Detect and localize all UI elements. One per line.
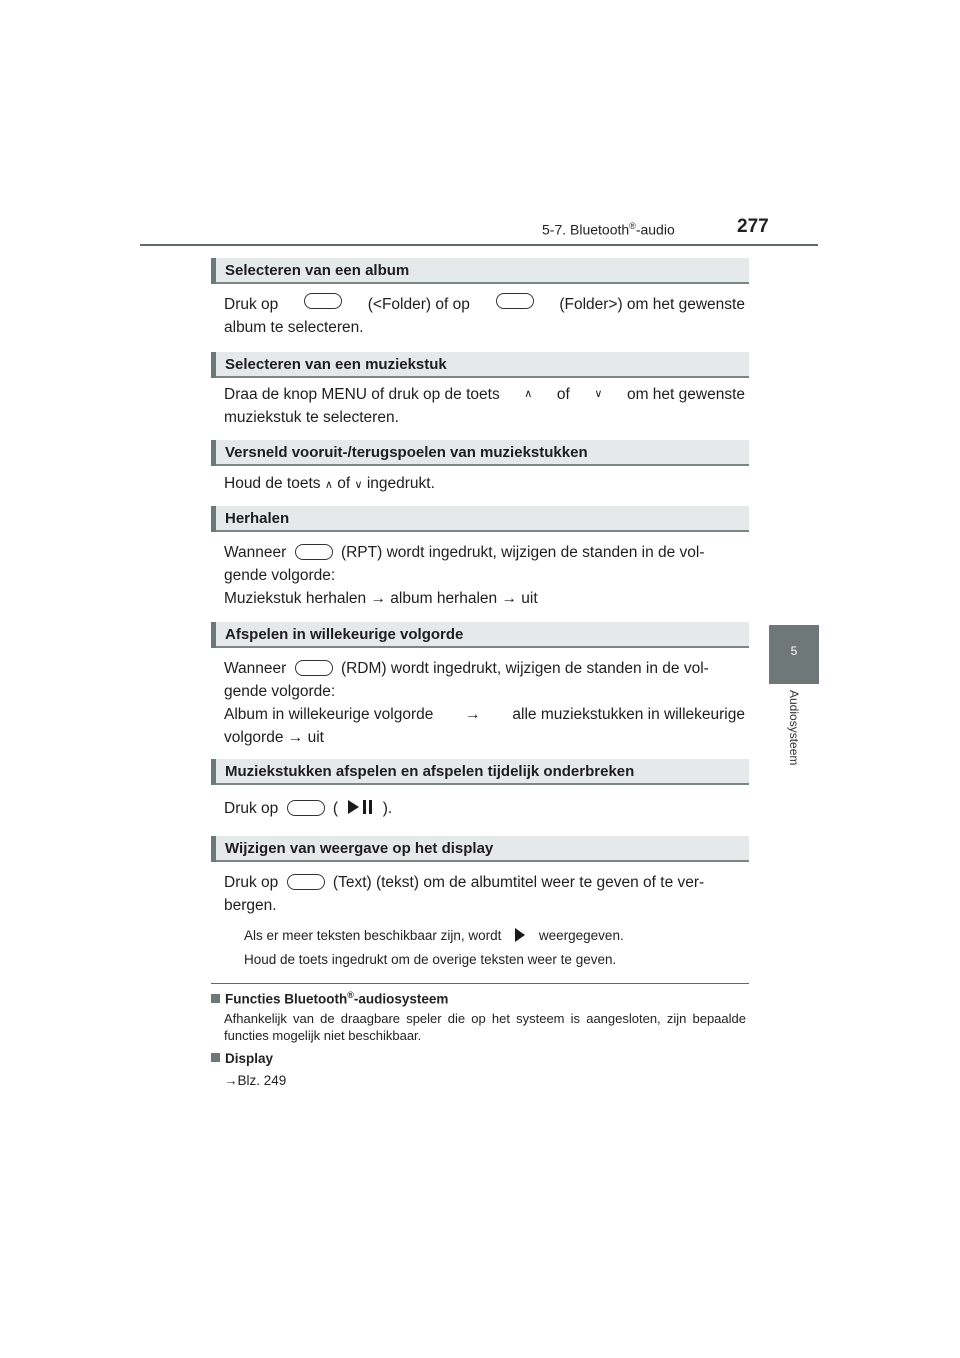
arrow-icon: → bbox=[224, 1073, 238, 1088]
more-text-indicator-icon bbox=[511, 927, 529, 943]
play-pause-button-icon bbox=[287, 800, 325, 816]
arrow-icon: → bbox=[465, 706, 481, 723]
square-bullet-icon bbox=[211, 994, 220, 1003]
arrow-icon: → bbox=[287, 729, 304, 746]
track-text: Draa de knop MENU of druk op de toets ∧ of ∨ om het gewenste muziekstuk te selecteren. bbox=[224, 383, 745, 429]
random-text: Wanneer (RDM) wordt ingedrukt, wijzigen de standen in de vol- gende volgorde: Album in willekeurige volgorde → alle muziekstukken in willekeurige volgorde → uit bbox=[224, 660, 745, 746]
up-arrow-icon: ∧ bbox=[524, 388, 533, 400]
note-display-ref[interactable]: →Blz. 249 bbox=[224, 1073, 287, 1088]
chapter-tab[interactable]: 5 bbox=[769, 625, 819, 684]
seek-text: Houd de toets ∧ of ∨ ingedrukt. bbox=[224, 475, 435, 492]
rpt-button-icon bbox=[295, 544, 333, 560]
heading-random: Afspelen in willekeurige volgorde bbox=[211, 622, 749, 648]
square-bullet-icon bbox=[211, 1053, 220, 1062]
rdm-button-icon bbox=[295, 660, 333, 676]
down-arrow-icon: ∨ bbox=[354, 479, 363, 491]
up-arrow-icon: ∧ bbox=[324, 479, 333, 491]
heading-repeat: Herhalen bbox=[211, 506, 749, 532]
folder-next-button-icon bbox=[496, 293, 534, 309]
down-arrow-icon: ∨ bbox=[594, 388, 603, 400]
heading-display: Wijzigen van weergave op het display bbox=[211, 836, 749, 862]
header-rule bbox=[140, 244, 818, 246]
note-functions-body: Afhankelijk van de draagbare speler die op het systeem is aangesloten, zijn bepaalde functies mogelijk niet beschikbaar. bbox=[224, 1011, 746, 1043]
play-pause-icon bbox=[346, 799, 374, 815]
folder-prev-button-icon bbox=[304, 293, 342, 309]
repeat-text: Wanneer (RPT) wordt ingedrukt, wijzigen de standen in de vol- gende volgorde: Muziekstuk herhalen → album herhalen → uit bbox=[224, 544, 705, 607]
note-functions-title: Functies Bluetooth®-audiosysteem bbox=[211, 990, 448, 1007]
play-text: Druk op ( ). bbox=[224, 800, 393, 817]
arrow-icon: → bbox=[501, 590, 517, 607]
section-label: 5-7. Bluetooth®-audio bbox=[542, 221, 675, 238]
arrow-icon: → bbox=[370, 590, 386, 607]
page-number: 277 bbox=[737, 216, 769, 237]
display-more-text: Als er meer teksten beschikbaar zijn, wordt weergegeven. bbox=[244, 928, 624, 943]
notes-rule bbox=[211, 983, 749, 984]
heading-play: Muziekstukken afspelen en afspelen tijdelijk onderbreken bbox=[211, 759, 749, 785]
heading-track: Selecteren van een muziekstuk bbox=[211, 352, 749, 378]
heading-seek: Versneld vooruit-/terugspoelen van muziekstukken bbox=[211, 440, 749, 466]
chapter-label: Audiosysteem bbox=[787, 690, 801, 766]
display-hold-text: Houd de toets ingedrukt om de overige teksten weer te geven. bbox=[244, 952, 617, 967]
album-text: Druk op (<Folder) of op (Folder>) om het gewenste album te selecteren. bbox=[224, 293, 745, 339]
display-text: Druk op (Text) (tekst) om de albumtitel weer te geven of te ver- bergen. bbox=[224, 874, 705, 914]
text-button-icon bbox=[287, 874, 325, 890]
note-display-title: Display bbox=[211, 1051, 273, 1066]
heading-album: Selecteren van een album bbox=[211, 258, 749, 284]
